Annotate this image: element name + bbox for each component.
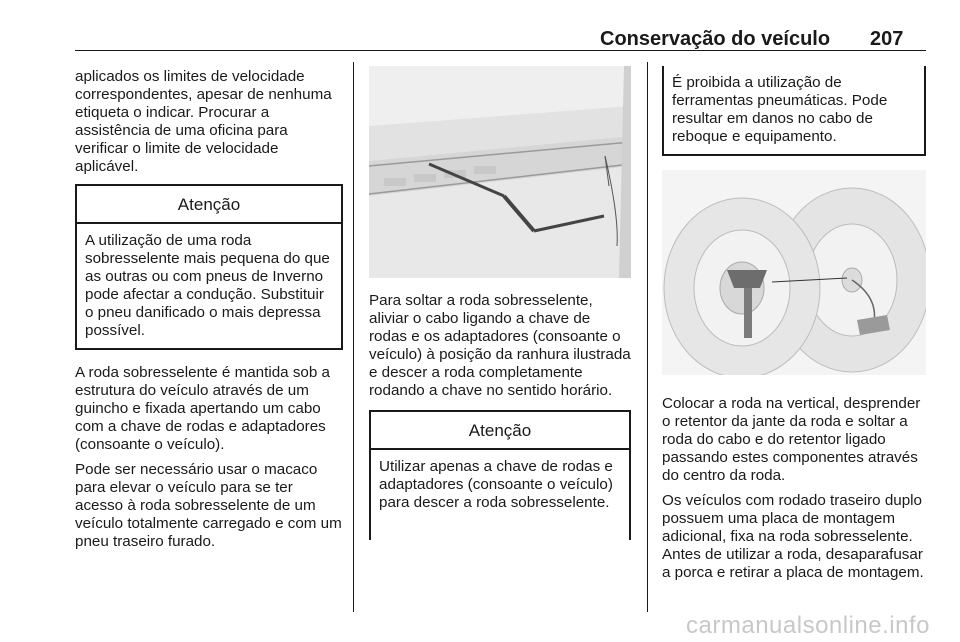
spare-wheel-key-illustration (369, 66, 631, 278)
warning-text-1: A utilização de uma roda sobresselente mais pequena do que as outras ou com pneus de Inverno pode afectar a condução. Substituir o pneu danificado o mais depressa possível. (85, 232, 330, 339)
col1-paragraph-3: Pode ser necessário usar o macaco para elevar o veículo para se ter acesso à roda sobresselente de um veículo totalmente carregado e com um pneu traseiro furado. (75, 461, 342, 550)
warning-title-2: Atenção (371, 412, 629, 450)
watermark: carmanualsonline.info (686, 612, 930, 639)
warning-title-1: Atenção (77, 186, 341, 224)
column-3 (662, 66, 926, 589)
warning-box-continued (662, 66, 926, 156)
spare-wheel-illustration (662, 170, 926, 375)
col1-paragraph-1: aplicados os limites de velocidade correspondentes, apesar de nenhuma etiqueta o indicar. Procurar a assistência de uma oficina para verificar o limite de velocidade aplicável. (75, 68, 332, 175)
spare-wheels-illustration (662, 170, 926, 375)
column-divider-2 (647, 62, 648, 612)
column-1 (75, 68, 343, 558)
column-2 (369, 66, 631, 540)
vehicle-rear-illustration (369, 66, 631, 278)
page-header-title: Conservação do veículo (600, 28, 831, 50)
warning-box-2 (369, 410, 631, 540)
header-rule (75, 50, 926, 51)
warning-continued-text: É proibida a utilização de ferramentas pneumáticas. Pode resultar em danos no cabo de reboque e equipamento. (672, 74, 888, 145)
col3-paragraph-2: Os veículos com rodado traseiro duplo possuem uma placa de montagem adicional, fixa na roda sobresselente. Antes de utilizar a roda, desaparafusar a porca e retirar a placa de montagem. (662, 492, 924, 581)
col1-paragraph-2: A roda sobresselente é mantida sob a estrutura do veículo através de um guincho e fixada apertando um cabo com a chave de rodas e adaptadores (consoante o veículo). (75, 364, 330, 453)
warning-text-2: Utilizar apenas a chave de rodas e adaptadores (consoante o veículo) para descer a roda sobresselente. (379, 458, 613, 511)
page-number: 207 (870, 28, 904, 50)
warning-box-1 (75, 184, 343, 350)
col2-paragraph-1: Para soltar a roda sobresselente, aliviar o cabo ligando a chave de rodas e os adaptadores (consoante o veículo) à posição da ranhura ilustrada e descer a roda completamente rodando a chave no sentido horário. (369, 292, 631, 399)
column-divider-1 (353, 62, 354, 612)
col3-paragraph-1: Colocar a roda na vertical, desprender o retentor da jante da roda e soltar a roda do cabo e do retentor ligado passando estes componentes através do centro da roda. (662, 395, 921, 484)
